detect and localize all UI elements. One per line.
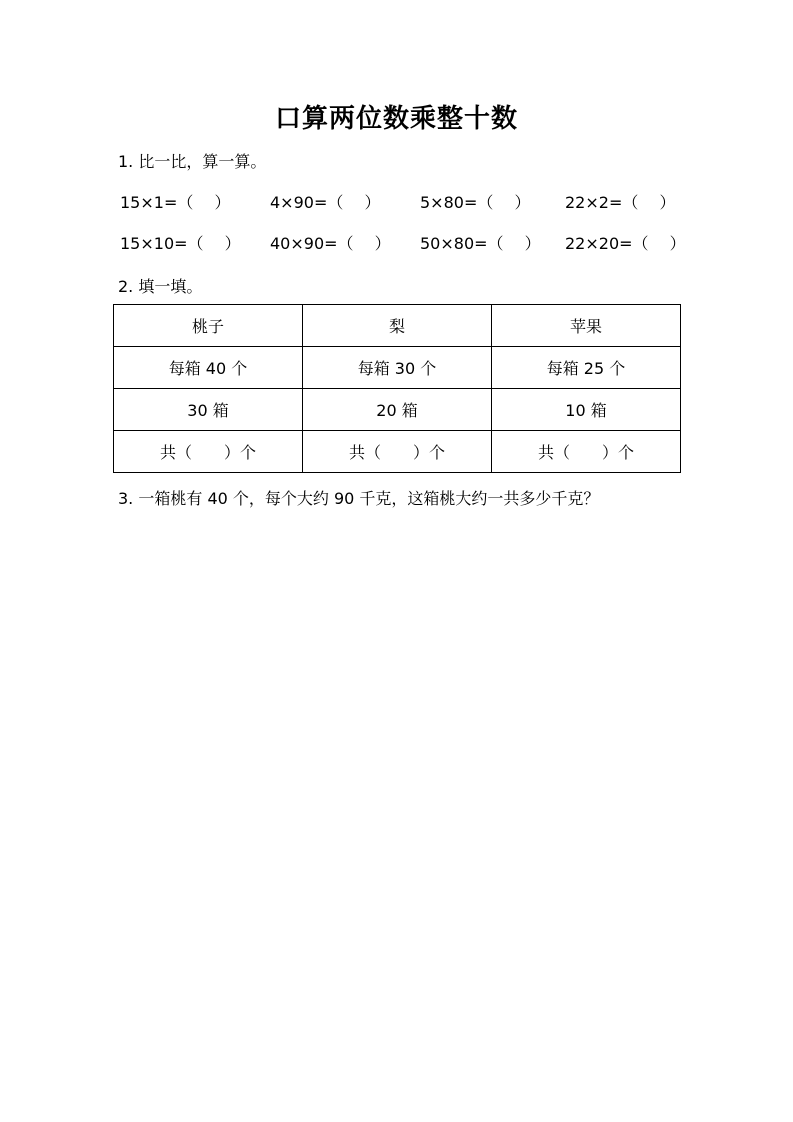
- calc-row-2: [120, 231, 686, 253]
- table-row: [114, 431, 681, 473]
- section-3-heading: 3. 一箱桃有 40 个，每个大约 90 千克，这箱桃大约一共多少千克？: [118, 489, 600, 508]
- table-cell: 每箱 40 个: [114, 347, 303, 389]
- table-cell: 30 箱: [114, 389, 303, 431]
- calc-expression: 22×20=（ ）: [565, 234, 686, 253]
- table-row: [114, 389, 681, 431]
- calc-expression: 15×1=（ ）: [120, 193, 231, 212]
- table-cell: 10 箱: [492, 389, 681, 431]
- calc-expression: 50×80=（ ）: [420, 234, 541, 253]
- calc-row-1: [120, 190, 676, 212]
- answer-cell[interactable]: 共（ ）个: [492, 431, 681, 473]
- answer-cell[interactable]: 共（ ）个: [303, 431, 492, 473]
- table-cell: 苹果: [492, 305, 681, 347]
- calc-expression: 22×2=（ ）: [565, 193, 676, 212]
- calc-expression: 40×90=（ ）: [270, 234, 391, 253]
- table-cell: 桃子: [114, 305, 303, 347]
- section-2-heading: 2. 填一填。: [118, 277, 203, 296]
- answer-cell[interactable]: 共（ ）个: [114, 431, 303, 473]
- section-1-heading: 1. 比一比，算一算。: [118, 152, 267, 171]
- worksheet-title: 口算两位数乘整十数: [274, 104, 518, 134]
- fill-in-table: [113, 304, 681, 473]
- calc-expression: 15×10=（ ）: [120, 234, 241, 253]
- calc-expression: 5×80=（ ）: [420, 193, 531, 212]
- calc-expression: 4×90=（ ）: [270, 193, 381, 212]
- table-row: [114, 305, 681, 347]
- table-cell: 每箱 25 个: [492, 347, 681, 389]
- table-cell: 梨: [303, 305, 492, 347]
- table-cell: 每箱 30 个: [303, 347, 492, 389]
- table-cell: 20 箱: [303, 389, 492, 431]
- table-row: [114, 347, 681, 389]
